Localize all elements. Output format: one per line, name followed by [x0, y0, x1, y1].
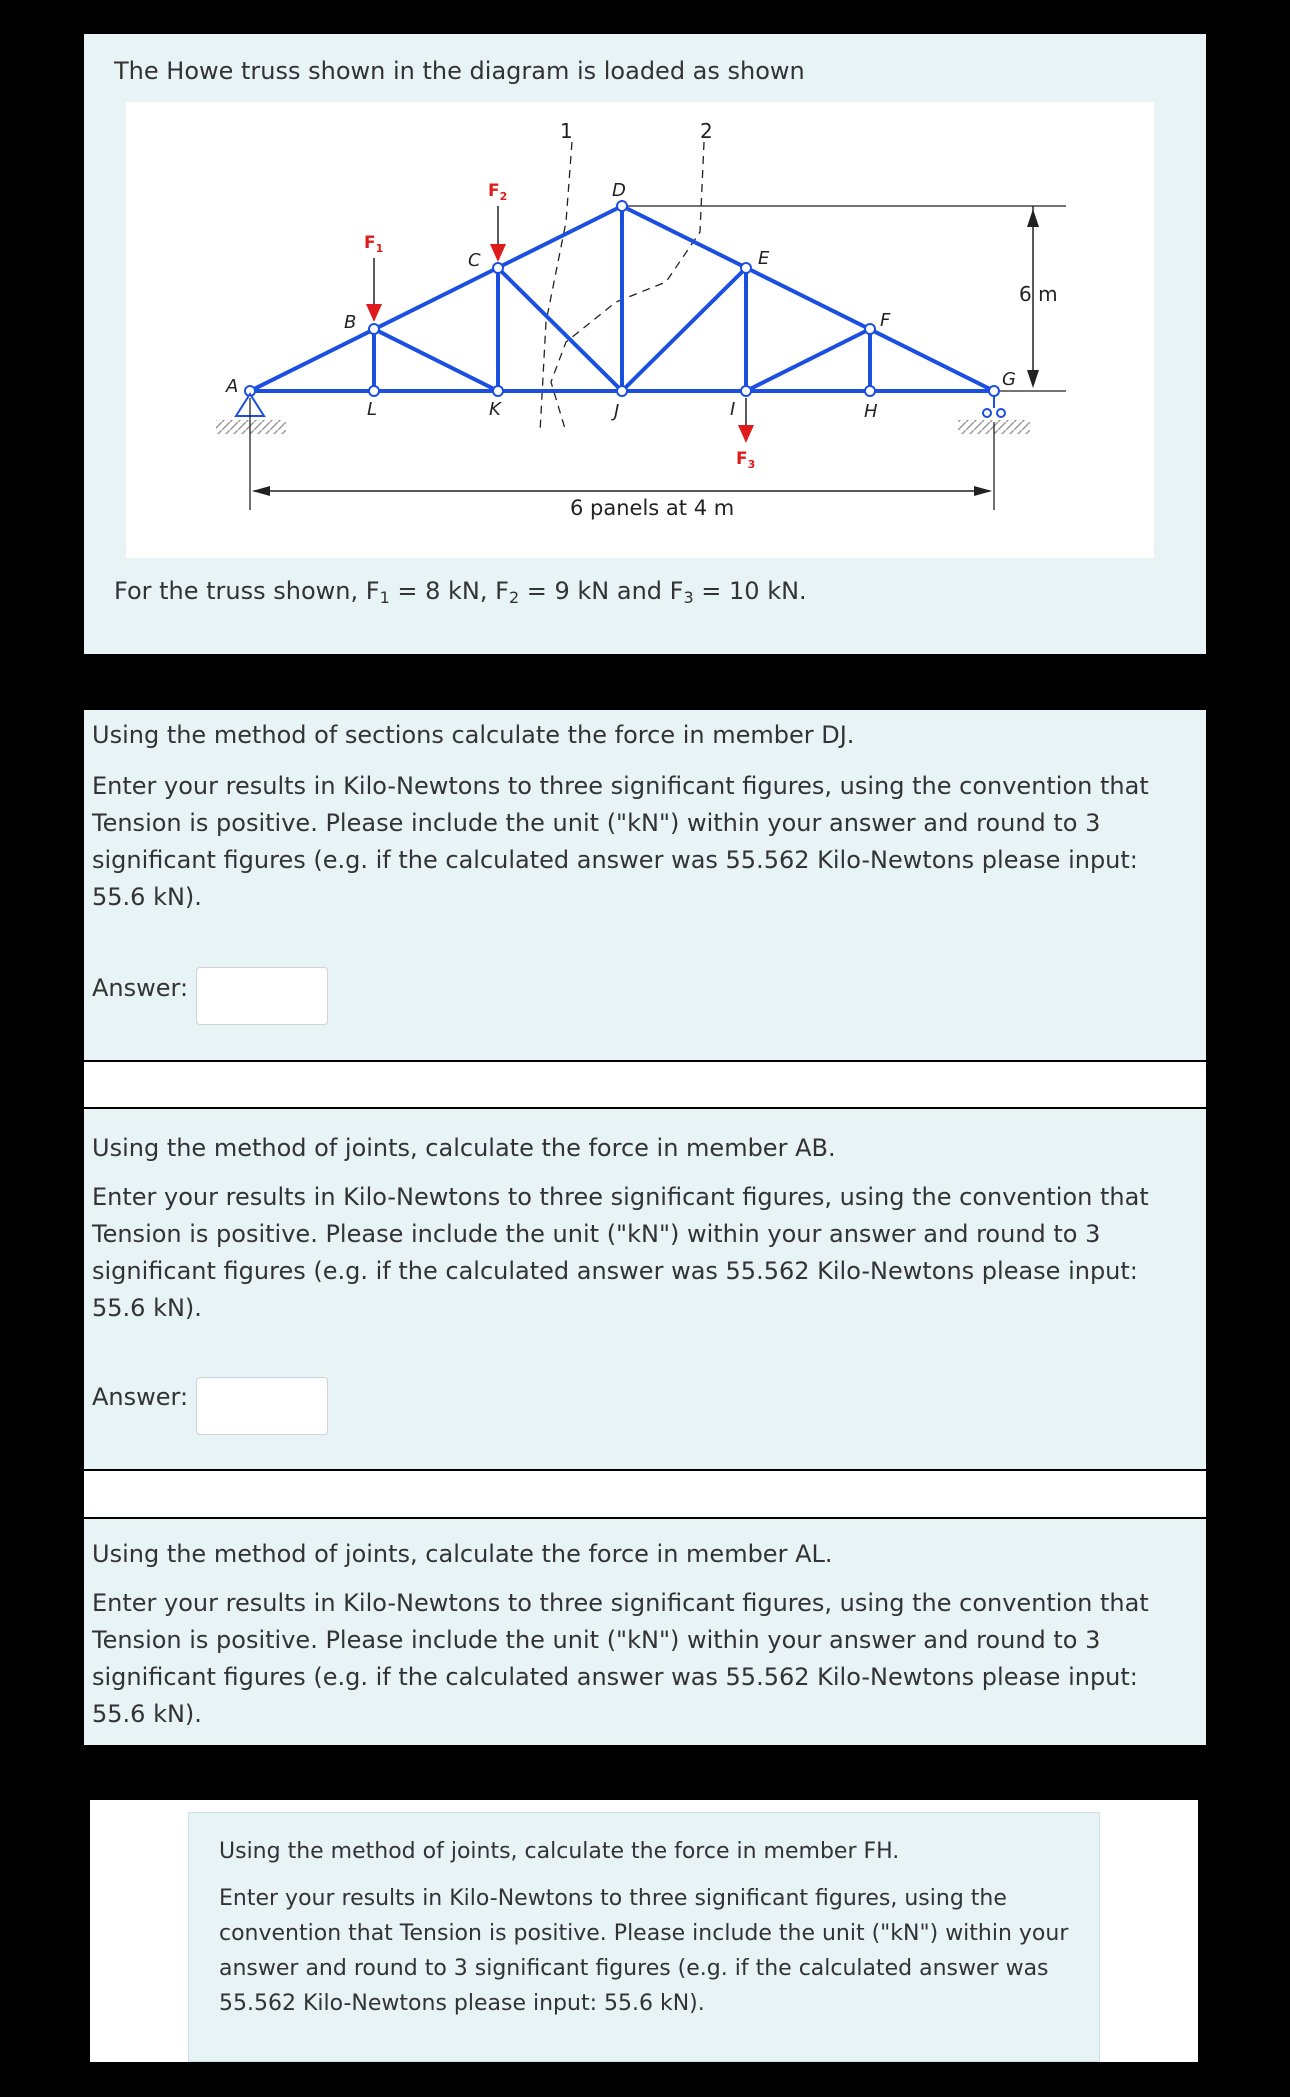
node-label-K: K	[489, 399, 501, 420]
span-label: 6 panels at 4 m	[570, 496, 735, 520]
question-1-answer-label: Answer:	[92, 974, 189, 1002]
question-2-answer-label: Answer:	[92, 1383, 189, 1411]
node-label-D: D	[612, 180, 626, 201]
question-4-frame	[90, 1800, 1198, 2062]
truss-members	[250, 206, 994, 391]
section-label-2: 2	[700, 119, 713, 143]
question-4-panel	[188, 1812, 1100, 2062]
question-2-panel	[84, 1109, 1206, 1469]
question-3-prompt: Using the method of joints, calculate the force in member AL.	[92, 1540, 833, 1568]
question-2-answer-input[interactable]	[196, 1377, 328, 1435]
node-label-A: A	[226, 376, 239, 397]
label-F2: $F_2$	[488, 181, 508, 203]
question-4-prompt: Using the method of joints, calculate the force in member FH.	[219, 1839, 900, 1864]
node-label-G: G	[1002, 369, 1016, 390]
section-cut-2	[551, 142, 704, 432]
node-label-C: C	[468, 250, 481, 271]
label-F3: $F_3$	[736, 449, 756, 471]
intro-panel	[84, 34, 1206, 654]
node-label-H: H	[864, 401, 878, 422]
loads-statement: For the truss shown, $F_1 = 8$ kN, $F_2 = 9$ kN and $F_3 = 10$ kN.	[114, 577, 807, 607]
node-label-J: J	[614, 401, 620, 422]
height-label: 6 m	[1019, 282, 1058, 306]
section-label-1: 1	[560, 119, 573, 143]
node-label-L: L	[367, 399, 378, 420]
truss-svg	[126, 102, 1154, 558]
ground-left	[216, 420, 286, 434]
label-F1: $F_1$	[364, 233, 384, 255]
question-2-prompt: Using the method of joints, calculate the force in member AB.	[92, 1134, 836, 1162]
question-1-separator	[84, 1062, 1206, 1107]
intro-title: The Howe truss shown in the diagram is loaded as shown	[114, 57, 805, 85]
question-1-panel	[84, 710, 1206, 1060]
roller-support	[983, 396, 1005, 417]
node-label-I: I	[730, 399, 736, 420]
node-label-F: F	[880, 310, 891, 331]
height-arrow-down	[1027, 370, 1039, 388]
question-3-panel	[84, 1519, 1206, 1745]
node-label-B: B	[344, 312, 357, 333]
question-2-instructions: Enter your results in Kilo-Newtons to three significant figures, using the convention that Tension is positive. Please include the unit ("kN") within your answer and round to 3 significant figures (e.g. if the calculated answer was 55.562 Kilo-Newtons please input: 55.6 kN).	[92, 1183, 1149, 1322]
question-4-instructions: Enter your results in Kilo-Newtons to three significant figures, using the convention that Tension is positive. Please include the unit ("kN") within your answer and round to 3 significant figures (e.g. if the calculated answer was 55.562 Kilo-Newtons please input: 55.6 kN).	[219, 1886, 1069, 2016]
section-cut-1	[540, 142, 572, 432]
truss-diagram	[126, 102, 1154, 558]
question-1-prompt: Using the method of sections calculate the force in member DJ.	[92, 721, 855, 749]
question-3-instructions: Enter your results in Kilo-Newtons to three significant figures, using the convention that Tension is positive. Please include the unit ("kN") within your answer and round to 3 significant figures (e.g. if the calculated answer was 55.562 Kilo-Newtons please input: 55.6 kN).	[92, 1589, 1149, 1728]
height-arrow-up	[1027, 209, 1039, 227]
question-1-instructions: Enter your results in Kilo-Newtons to three significant figures, using the convention that Tension is positive. Please include the unit ("kN") within your answer and round to 3 significant figures (e.g. if the calculated answer was 55.562 Kilo-Newtons please input: 55.6 kN).	[92, 772, 1149, 911]
node-label-E: E	[758, 248, 770, 269]
question-1-answer-input[interactable]	[196, 967, 328, 1025]
question-2-separator	[84, 1471, 1206, 1517]
